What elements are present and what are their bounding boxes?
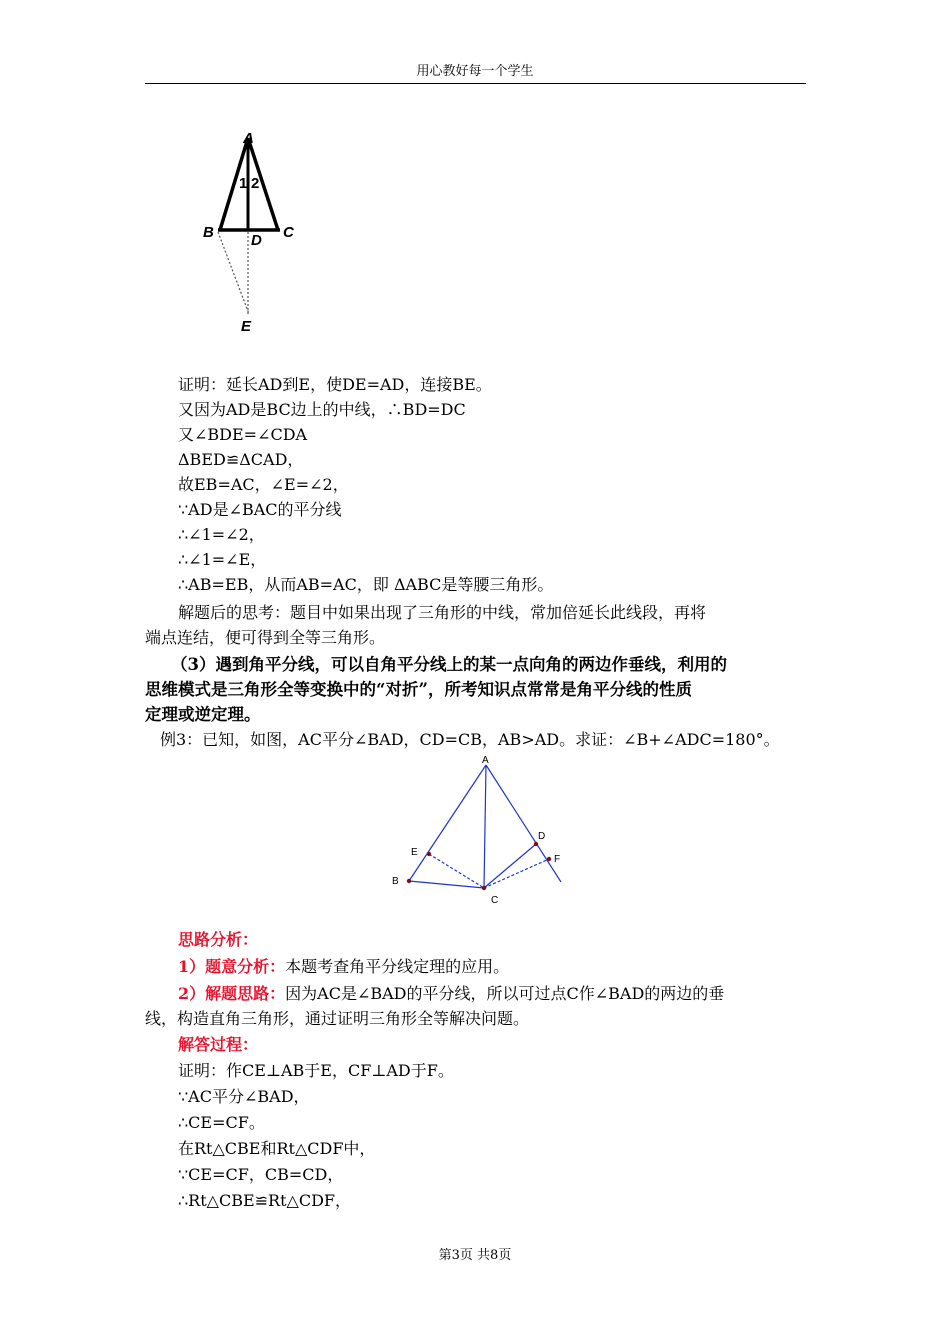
- segment-be-dotted: [218, 232, 249, 314]
- example3-statement: 例3：已知，如图，AC平分∠BAD，CD=CB，AB>AD。求证：∠B+∠ADC=180°。: [160, 730, 780, 749]
- proof1-line-5: 故EB=AC，∠E=∠2，: [178, 475, 349, 494]
- label-d: D: [538, 831, 546, 842]
- segment-ab: [409, 765, 486, 881]
- proof1-line-6: ∵AD是∠BAC的平分线: [178, 500, 342, 519]
- label-e: E: [411, 847, 418, 858]
- segment-ac: [484, 765, 486, 888]
- analysis-heading: 思路分析：: [178, 930, 259, 949]
- segment-bc: [409, 881, 484, 888]
- proof1-line-8: ∴∠1=∠E，: [178, 550, 267, 569]
- analysis-point-1-text: 本题考查角平分线定理的应用。: [285, 957, 510, 976]
- label-b: B: [392, 876, 399, 887]
- proof1-line-7: ∴∠1=∠2，: [178, 525, 265, 544]
- solution-line-4: 在Rt△CBE和Rt△CDF中，: [178, 1139, 376, 1158]
- proof1-line-2: 又因为AD是BC边上的中线，∴BD=DC: [178, 400, 466, 419]
- reflection-line-2: 端点连结，便可得到全等三角形。: [145, 628, 386, 647]
- analysis-point-1-label: 1）题意分析：: [178, 957, 286, 976]
- analysis-point-1: [178, 957, 509, 977]
- label-2: 2: [251, 175, 260, 192]
- proof1-line-1: 证明：延长AD到E，使DE=AD，连接BE。: [178, 375, 492, 394]
- method3-line-2: 思维模式是三角形全等变换中的“对折”，所考知识点常常是角平分线的性质: [145, 680, 692, 699]
- label-c: C: [283, 224, 294, 241]
- segment-cd: [484, 844, 536, 888]
- solution-line-2: ∵AC平分∠BAD，: [178, 1087, 310, 1106]
- analysis-point-2: [178, 984, 724, 1004]
- analysis-point-2-label: 2）解题思路：: [178, 984, 286, 1003]
- point-d: [534, 842, 538, 846]
- header-rule: [145, 83, 806, 84]
- point-f: [547, 857, 551, 861]
- proof1-line-4: ΔBED≌ΔCAD，: [178, 450, 304, 469]
- segment-cf-dashed: [484, 859, 549, 888]
- figure-triangle-median: [196, 126, 296, 338]
- reflection-line-1: 解题后的思考：题目中如果出现了三角形的中线，常加倍延长此线段，再将: [178, 603, 707, 622]
- method3-line-1: （3）遇到角平分线，可以自角平分线上的某一点向角的两边作垂线，利用的: [171, 655, 727, 674]
- segment-ad-extended: [486, 765, 561, 882]
- label-a: A: [482, 755, 489, 766]
- proof1-line-9: ∴AB=EB，从而AB=AC，即 ΔABC是等腰三角形。: [178, 575, 554, 594]
- label-f: F: [554, 854, 561, 865]
- label-1: 1: [239, 175, 248, 192]
- page-footer: 第3页 共8页: [438, 1248, 512, 1263]
- point-b: [407, 879, 411, 883]
- solution-heading: 解答过程：: [178, 1035, 259, 1054]
- solution-line-6: ∴Rt△CBE≌Rt△CDF，: [178, 1191, 352, 1210]
- segment-ce-dashed: [429, 854, 484, 888]
- analysis-point-2-cont: 线，构造直角三角形，通过证明三角形全等解决问题。: [145, 1009, 530, 1028]
- point-c: [482, 886, 486, 890]
- method3-line-3: 定理或逆定理。: [145, 705, 261, 724]
- solution-line-1: 证明：作CE⊥AB于E，CF⊥AD于F。: [178, 1061, 454, 1080]
- point-e: [427, 852, 431, 856]
- solution-line-3: ∴CE=CF。: [178, 1113, 265, 1132]
- label-c: C: [491, 895, 499, 906]
- label-b: B: [203, 224, 214, 241]
- label-e: E: [241, 318, 252, 335]
- label-a: A: [243, 130, 254, 147]
- label-d: D: [251, 232, 262, 249]
- proof1-line-3: 又∠BDE=∠CDA: [178, 425, 308, 444]
- solution-line-5: ∵CE=CF，CB=CD，: [178, 1165, 344, 1184]
- page-header: 用心教好每一个学生: [416, 64, 534, 79]
- analysis-point-2-text: 因为AC是∠BAD的平分线，所以可过点C作∠BAD的两边的垂: [285, 984, 725, 1003]
- figure-angle-bisector: [385, 752, 570, 910]
